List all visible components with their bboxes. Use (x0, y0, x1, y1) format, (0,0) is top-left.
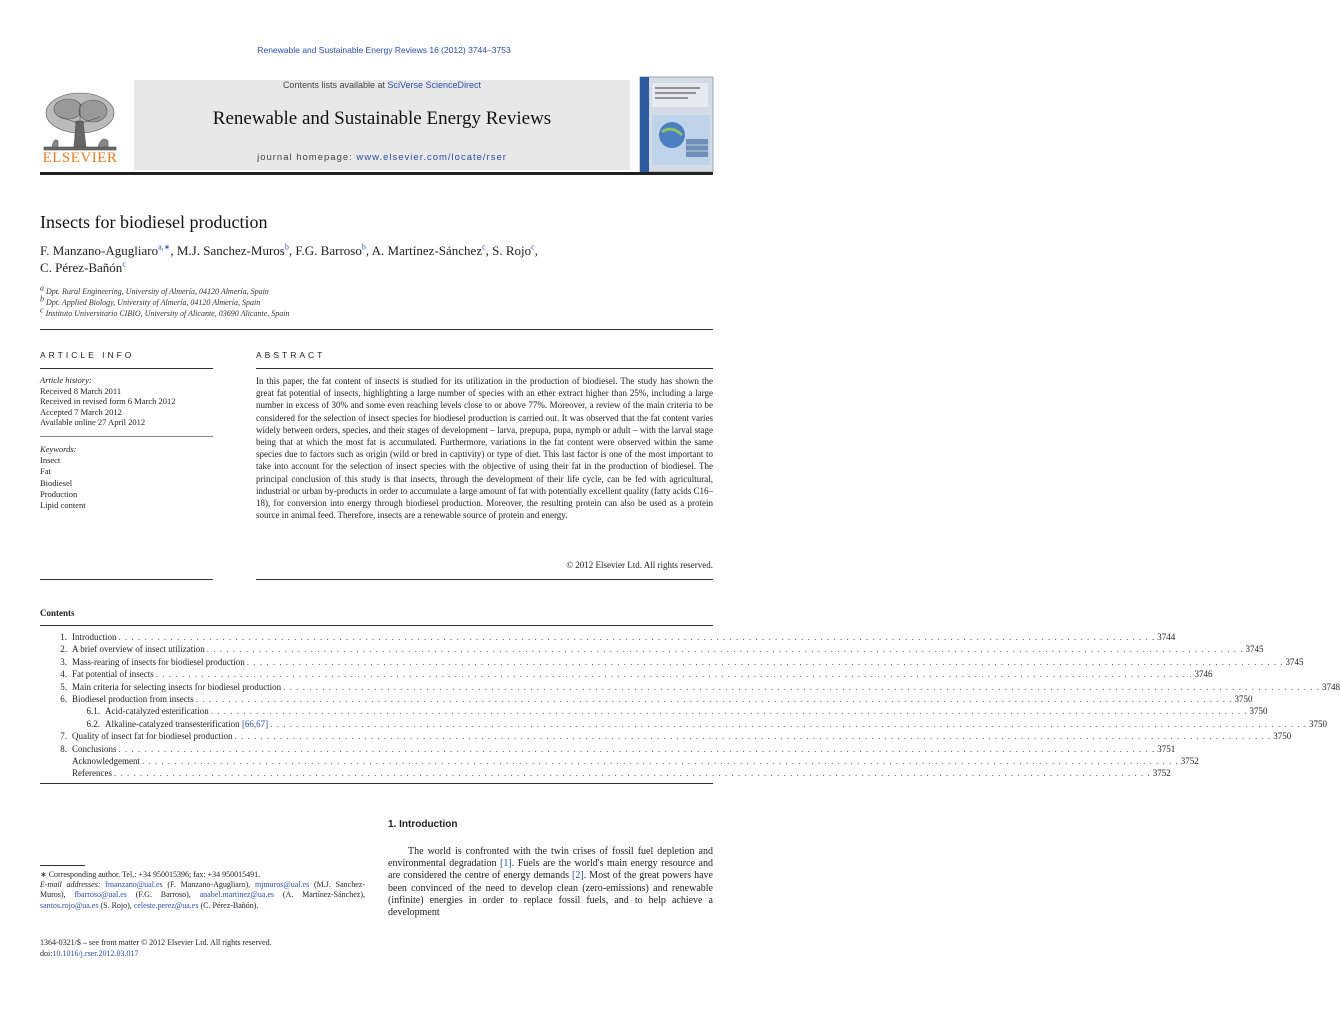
abstract-body: In this paper, the fat content of insects is studied for its utilization in the production of biodiesel. The study has shown the great fat potential of insects, highlighting a large number of species with an ether extract higher than 25%, including a large number in excess of 30% and some even reaching levels close to or above 77%. Moreover, a review of the main criteria to be considered for the selection of insect species for biodiesel production is carried out. It was observed that the fat content varies widely between orders, species, and their stages of development – larva, prepupa, pupa, nymph or adult – with the larval stage being that at which the most fat is accumulated. Furthermore, variations in the fat content were observed within the same species due to factors such as origin (wild or bred in captivity) or type of diet. This last factor is one of the most important to take into account for the selection of insect species with the objective of using their fat in the production of biodiesel. The principal conclusion of this study is that insects, through the development of their life cycle, can be fed with agricultural, industrial or urban by-products in order to accumulate a large amount of fat with potentially excellent quality (fatty acids C16–18), for conversion into energy through biodiesel production. Moreover, the resulting protein can also be used as a protein source in animal feed. Therefore, insects are a renewable source of protein and energy. (256, 376, 713, 521)
toc-entry[interactable] (40, 706, 1268, 718)
toc-page: 3750 (1234, 693, 1253, 704)
journal-citation[interactable]: Renewable and Sustainable Energy Reviews 16 (2012) 3744–3753 (257, 45, 511, 55)
doi-label: doi: (40, 949, 53, 958)
intro-text-run: . Most of the great powers have been convinced of the need to develop clean (zero-emissions) and renewable (infinite) energies in order to replace fossil fuels, and to help achieve a development (388, 870, 713, 919)
toc-title-text: Introduction (72, 632, 117, 642)
citation-link[interactable]: [1] (500, 858, 512, 870)
history-item: Available online 27 April 2012 (40, 417, 146, 427)
email-link[interactable]: fmanzano@ual.es (105, 880, 163, 890)
toc-leader: . . . . . . . . . . . . . . . . . . . . . . . . . . . . . . . . . . . . . . . . . . . . . . . . . . . . . . . . . . . . . . . . . . . . . . . . . . . . . . . . . . . . . . . . . . . . . . . . . . . . . . . . . . . . . . . . . . . . . . . . . . . . . . . . . . . . . . . . . . . . . . . . . . . . . . . . . . . . . . . . (113, 768, 1151, 779)
table-of-contents (40, 632, 1340, 781)
toc-leader: . . . . . . . . . . . . . . . . . . . . . . . . . . . . . . . . . . . . . . . . . . . . . . . . . . . . . . . . . . . . . . . . . . . . . . . . . . . . . . . . . . . . . . . . . . . . . . . . . . . . . . . . . . . . . . . . . . . . . . . . . . . . . . . . . . . . . . . . . . . . . . . . . . . . . . . . . . . . . . . . (118, 632, 1156, 642)
article-info-heading: ARTICLE INFO (40, 350, 135, 360)
intro-text-run: . Fuels are the world's main energy resource and are considered the centre of energy demands (388, 858, 713, 882)
toc-leader: . . . . . . . . . . . . . . . . . . . . . . . . . . . . . . . . . . . . . . . . . . . . . . . . . . . . . . . . . . . . . . . . . . . . . . . . . . . . . . . . . . . . . . . . . . . . . . . . . . . . . . . . . . . . . . . . . . . . . . . . . . . . . . . . . . . . . . . . . . . . . . . . . . . . . . . . . . . . . . . . (206, 644, 1244, 655)
toc-entry[interactable] (40, 644, 1264, 656)
abstract-rule (256, 368, 713, 369)
contents-bottom-rule (40, 783, 713, 784)
author-name: S. Rojo (492, 243, 532, 258)
toc-title-text: Conclusions (72, 743, 117, 754)
email-link[interactable]: anabel.martinez@ua.es (199, 890, 275, 900)
author-affiliation-mark[interactable]: c (482, 242, 486, 252)
affiliation-mark: b (40, 294, 44, 304)
intro-text-run: The world is confronted with the twin crises of fossil fuel depletion and environmental degradation (388, 846, 713, 870)
email-link[interactable]: celeste.perez@ua.es (133, 900, 199, 910)
abstract-bottom-rule (256, 579, 713, 580)
contents-title: Contents (40, 608, 75, 618)
doi-link[interactable]: 10.1016/j.rser.2012.03.017 (52, 949, 139, 958)
toc-title (72, 731, 234, 741)
toc-leader: . . . . . . . . . . . . . . . . . . . . . . . . . . . . . . . . . . . . . . . . . . . . . . . . . . . . . . . . . . . . . . . . . . . . . . . . . . . . . . . . . . . . . . . . . . . . . . . . . . . . . . . . . . . . . . . . . . . . . . . . . . . . . . . . . . . . . . . . . . . . . . . . . . . . . . . . . . . . . . . . (141, 755, 1179, 766)
email-link[interactable]: mjmuros@ual.es (254, 880, 310, 890)
email-owner: (S. Rojo), (98, 900, 134, 910)
author-separator: , (288, 243, 296, 258)
author-affiliation-mark[interactable]: b (361, 242, 366, 252)
keyword: Production (40, 488, 78, 499)
author (177, 243, 295, 258)
toc-title-text: References (72, 768, 112, 779)
citation-link[interactable]: [2] (572, 870, 584, 882)
history-divider (40, 436, 213, 437)
header-rule (40, 172, 713, 175)
author-separator: , (170, 243, 177, 258)
toc-page: 3751 (1157, 743, 1176, 754)
toc-number: 6.2. (86, 718, 100, 729)
keyword: Fat (40, 466, 51, 477)
keyword: Lipid content (40, 500, 86, 511)
toc-title (105, 719, 270, 729)
toc-leader: . . . . . . . . . . . . . . . . . . . . . . . . . . . . . . . . . . . . . . . . . . . . . . . . . . . . . . . . . . . . . . . . . . . . . . . . . . . . . . . . . . . . . . . . . . . . . . . . . . . . . . . . . . . . . . . . . . . . . . . . . . . . . . . . . . . . . . . . . . . . . . . . . . . . . . . . . . . . . . . . (270, 718, 1307, 729)
author (492, 243, 538, 258)
homepage-label: journal homepage: (257, 152, 357, 163)
toc-title (72, 669, 156, 679)
toc-entry[interactable] (40, 632, 1176, 644)
toc-title-text: Quality of insect fat for biodiesel production (72, 731, 233, 742)
author (40, 243, 177, 258)
doi-line (40, 948, 272, 959)
toc-number: 4. (60, 669, 67, 680)
toc-leader: . . . . . . . . . . . . . . . . . . . . . . . . . . . . . . . . . . . . . . . . . . . . . . . . . . . . . . . . . . . . . . . . . . . . . . . . . . . . . . . . . . . . . . . . . . . . . . . . . . . . . . . . . . . . . . . . . . . . . . . . . . . . . . . . . . . . . . . . . . . . . . . . . . . . . . . . . . . . . . . . (283, 681, 1320, 692)
sciencedirect-link[interactable]: SciVerse ScienceDirect (387, 80, 482, 90)
email-owner: (M.J. Sanchez-Muros), (40, 880, 365, 900)
toc-leader: . . . . . . . . . . . . . . . . . . . . . . . . . . . . . . . . . . . . . . . . . . . . . . . . . . . . . . . . . . . . . . . . . . . . . . . . . . . . . . . . . . . . . . . . . . . . . . . . . . . . . . . . . . . . . . . . . . . . . . . . . . . . . . . . . . . . . . . . . . . . . . . . . . . . . . . . . . . . . . . . (118, 743, 1156, 754)
author-separator: , (365, 243, 372, 258)
toc-title (72, 694, 196, 704)
affiliation (40, 283, 289, 297)
toc-page: 3750 (1308, 718, 1327, 729)
author-name: M.J. Sanchez-Muros (176, 243, 285, 258)
affiliation-text: Dpt. Rural Engineering, University of Almería, 04120 Almería, Spain (44, 287, 269, 296)
article-info-bottom-rule (40, 579, 213, 580)
homepage-link[interactable]: www.elsevier.com/locate/rser (356, 152, 507, 163)
affiliation-text: Instituto Universitario CIBIO, University of Alicante, 03690 Alicante, Spain (43, 309, 290, 318)
toc-page: 3745 (1245, 644, 1264, 655)
toc-number: 7. (60, 731, 67, 742)
toc-entry[interactable] (40, 743, 1176, 756)
abstract-copyright: © 2012 Elsevier Ltd. All rights reserved. (566, 560, 713, 570)
toc-reference-link[interactable]: [66,67] (241, 718, 269, 729)
keyword: Biodiesel (40, 477, 73, 488)
history-item: Accepted 7 March 2012 (40, 406, 122, 417)
toc-entry[interactable] (40, 693, 1253, 706)
toc-title-text: Acknowledgement (72, 755, 140, 766)
affiliations (40, 283, 290, 319)
toc-title (72, 682, 283, 692)
author-affiliation-mark[interactable]: c (531, 242, 535, 252)
journal-cover-thumbnail[interactable] (640, 77, 713, 172)
affiliation-mark: a (40, 283, 44, 293)
toc-title (72, 744, 119, 754)
toc-title-text: Acid-catalyzed esterification (105, 706, 209, 717)
corresponding-author-line: ∗ Corresponding author. Tel.: +34 950015396; fax: +34 950015491. (40, 870, 261, 879)
toc-entry[interactable] (40, 731, 1292, 743)
toc-number: 2. (60, 644, 67, 655)
introduction-heading: 1. Introduction (388, 819, 458, 830)
toc-page: 3752 (1180, 755, 1199, 766)
affiliation-mark: c (40, 305, 44, 315)
email-owner: (F. Manzano-Agugliaro), (162, 880, 255, 890)
toc-title (105, 706, 211, 716)
author-separator: , (534, 243, 538, 258)
author-name: C. Pérez-Bañón (40, 260, 123, 275)
author (40, 260, 126, 275)
affiliation-divider (40, 329, 713, 330)
toc-number: 6. (60, 693, 67, 704)
article-info-rule (40, 368, 213, 369)
author-list (40, 242, 720, 276)
email-owner: (C. Pérez-Bañón). (198, 900, 259, 910)
email-owner: (A. Martínez-Sánchez), (274, 890, 365, 900)
toc-title-text: Alkaline-catalyzed transesterification (105, 718, 240, 729)
author-name: F.G. Barroso (295, 243, 362, 258)
history-list (40, 386, 176, 428)
toc-entry[interactable] (40, 755, 1199, 768)
article-title: Insects for biodiesel production (40, 212, 268, 232)
toc-number: 5. (60, 681, 67, 692)
email-link[interactable]: santos.rojo@ua.es (40, 900, 99, 910)
toc-title (72, 632, 119, 642)
affiliation (40, 305, 290, 319)
introduction-body (388, 846, 713, 919)
toc-number: 3. (60, 656, 67, 667)
email-addresses (40, 880, 365, 911)
corresponding-author-footnote (40, 870, 365, 911)
abstract-heading: ABSTRACT (256, 350, 326, 360)
affiliation (40, 294, 289, 308)
history-item: Received in revised form 6 March 2012 (40, 396, 176, 406)
keyword-list (40, 455, 86, 511)
toc-title (72, 768, 114, 778)
keywords-label: Keywords: (40, 444, 77, 454)
toc-title-text: Mass-rearing of insects for biodiesel production (72, 656, 245, 667)
author-affiliation-mark[interactable]: b (284, 242, 289, 252)
toc-leader: . . . . . . . . . . . . . . . . . . . . . . . . . . . . . . . . . . . . . . . . . . . . . . . . . . . . . . . . . . . . . . . . . . . . . . . . . . . . . . . . . . . . . . . . . . . . . . . . . . . . . . . . . . . . . . . . . . . . . . . . . . . . . . . . . . . . . . . . . . . . . . . . . . . . . . . . . . . . . . . . (234, 731, 1272, 742)
toc-number: 8. (60, 743, 67, 754)
toc-title-text: Fat potential of insects (72, 669, 154, 680)
toc-page: 3746 (1194, 669, 1213, 680)
journal-name: Renewable and Sustainable Energy Reviews (212, 108, 552, 129)
author-name: A. Martínez-Sánchez (371, 243, 483, 258)
toc-page: 3752 (1152, 768, 1171, 779)
toc-page: 3748 (1321, 681, 1340, 692)
toc-page: 3745 (1285, 656, 1304, 667)
elsevier-wordmark: ELSEVIER (42, 150, 118, 166)
history-item: Received 8 March 2011 (40, 385, 122, 396)
toc-entry[interactable] (40, 768, 1171, 780)
toc-page: 3750 (1273, 731, 1292, 742)
journal-homepage-line (134, 152, 630, 163)
author (295, 243, 371, 258)
toc-entry[interactable] (40, 669, 1213, 681)
author-affiliation-mark[interactable]: a,∗ (158, 242, 171, 252)
toc-title (72, 644, 207, 654)
toc-leader: . . . . . . . . . . . . . . . . . . . . . . . . . . . . . . . . . . . . . . . . . . . . . . . . . . . . . . . . . . . . . . . . . . . . . . . . . . . . . . . . . . . . . . . . . . . . . . . . . . . . . . . . . . . . . . . . . . . . . . . . . . . . . . . . . . . . . . . . . . . . . . . . . . . . . . . . . . . . . . . . (195, 693, 1233, 704)
email-label: E-mail addresses: (40, 880, 106, 890)
toc-number: 6.1. (86, 706, 100, 717)
front-matter (40, 937, 272, 959)
article-history (40, 375, 176, 428)
toc-page: 3750 (1249, 706, 1268, 717)
toc-entry[interactable] (40, 718, 1327, 731)
toc-entry[interactable] (40, 656, 1304, 669)
author-separator: , (485, 243, 493, 258)
toc-title-text: Main criteria for selecting insects for biodiesel production (72, 681, 282, 692)
toc-leader: . . . . . . . . . . . . . . . . . . . . . . . . . . . . . . . . . . . . . . . . . . . . . . . . . . . . . . . . . . . . . . . . . . . . . . . . . . . . . . . . . . . . . . . . . . . . . . . . . . . . . . . . . . . . . . . . . . . . . . . . . . . . . . . . . . . . . . . . . . . . . . . . . . . . . . . . . . . . . . . . (210, 706, 1248, 717)
author-name: F. Manzano-Agugliaro (40, 243, 159, 258)
issn-line: 1364-0321/$ – see front matter © 2012 Elsevier Ltd. All rights reserved. (40, 938, 272, 947)
author-affiliation-mark[interactable]: c (122, 259, 126, 269)
history-label: Article history: (40, 375, 92, 385)
toc-title (72, 756, 142, 766)
toc-number: 1. (60, 632, 67, 642)
contents-top-rule (40, 625, 713, 626)
toc-leader: . . . . . . . . . . . . . . . . . . . . . . . . . . . . . . . . . . . . . . . . . . . . . . . . . . . . . . . . . . . . . . . . . . . . . . . . . . . . . . . . . . . . . . . . . . . . . . . . . . . . . . . . . . . . . . . . . . . . . . . . . . . . . . . . . . . . . . . . . . . . . . . . . . . . . . . . . . . . . . . . (246, 656, 1284, 667)
contents-prefix: Contents lists available at (282, 80, 388, 90)
toc-title-text: A brief overview of insect utilization (72, 644, 205, 655)
author (372, 243, 493, 258)
footnote-rule (40, 865, 85, 866)
keywords-block (40, 444, 86, 511)
keyword: Insect (40, 455, 61, 466)
toc-page: 3744 (1157, 632, 1176, 642)
contents-availability-line (134, 80, 630, 90)
email-link[interactable]: fbarroso@ual.es (74, 890, 127, 900)
toc-entry[interactable] (40, 681, 1340, 694)
toc-title (72, 657, 247, 667)
affiliation-text: Dpt. Applied Biology, University of Almería, 04120 Almería, Spain (44, 298, 261, 307)
toc-leader: . . . . . . . . . . . . . . . . . . . . . . . . . . . . . . . . . . . . . . . . . . . . . . . . . . . . . . . . . . . . . . . . . . . . . . . . . . . . . . . . . . . . . . . . . . . . . . . . . . . . . . . . . . . . . . . . . . . . . . . . . . . . . . . . . . . . . . . . . . . . . . . . . . . . . . . . . . . . . . . . (155, 669, 1193, 680)
email-owner: (F.G. Barroso), (126, 890, 200, 900)
toc-title-text: Biodiesel production from insects (72, 693, 194, 704)
